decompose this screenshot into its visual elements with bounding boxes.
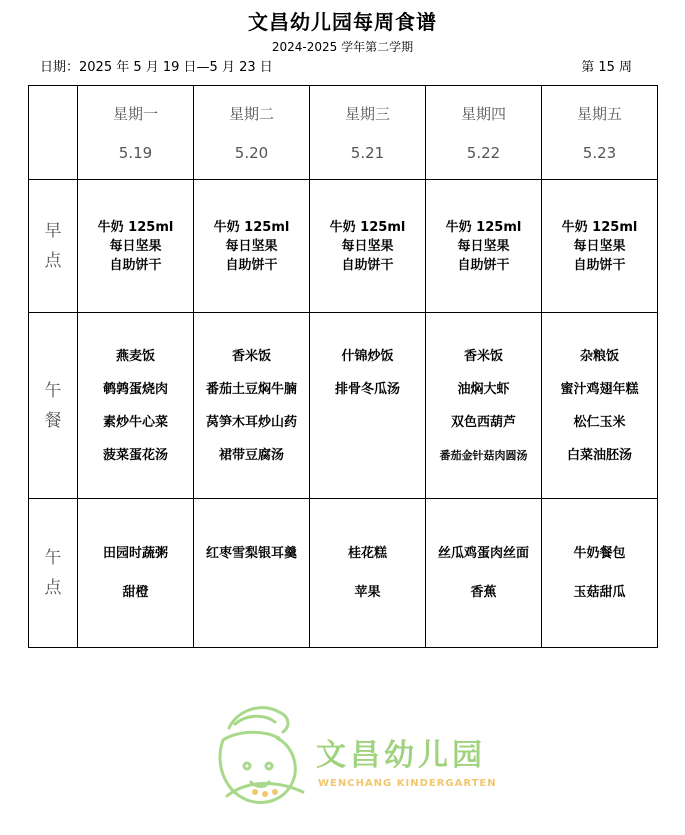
weekly-menu-table bbox=[28, 85, 658, 648]
day-name: 星期五 bbox=[576, 105, 622, 123]
menu-item: 牛奶 125ml bbox=[561, 219, 638, 235]
menu-item: 燕麦饭 bbox=[115, 348, 155, 364]
semester-subtitle: 2024-2025 学年第二学期 bbox=[271, 40, 414, 54]
breakfast-cell bbox=[542, 180, 658, 313]
menu-item: 自助饼干 bbox=[109, 257, 162, 273]
snack-cell bbox=[194, 499, 310, 648]
breakfast-row bbox=[29, 180, 658, 313]
menu-item: 每日坚果 bbox=[225, 238, 278, 254]
menu-item: 牛奶 125ml bbox=[97, 219, 174, 235]
menu-item: 甜橙 bbox=[122, 585, 149, 600]
lunch-cell bbox=[542, 313, 658, 499]
menu-item: 玉菇甜瓜 bbox=[573, 585, 626, 600]
menu-item: 苹果 bbox=[354, 585, 381, 600]
kindergarten-logo-english: WENCHANG KINDERGARTEN bbox=[318, 778, 497, 789]
menu-item: 双色西葫芦 bbox=[450, 414, 516, 430]
day-header-row bbox=[29, 86, 658, 180]
lunch-cell bbox=[310, 313, 426, 499]
snack-cell bbox=[542, 499, 658, 648]
day-name: 星期二 bbox=[228, 105, 274, 123]
snack-row bbox=[29, 499, 658, 648]
menu-item: 香蕉 bbox=[470, 585, 497, 600]
menu-item: 油焖大虾 bbox=[457, 381, 510, 397]
day-header bbox=[194, 86, 310, 180]
day-date: 5.20 bbox=[234, 144, 269, 162]
breakfast-cell bbox=[194, 180, 310, 313]
lunch-label: 午 餐 bbox=[29, 313, 78, 499]
breakfast-cell bbox=[426, 180, 542, 313]
menu-item: 番茄金针菇肉圆汤 bbox=[439, 448, 528, 462]
menu-item: 每日坚果 bbox=[341, 238, 394, 254]
menu-item: 鹌鹑蛋烧肉 bbox=[102, 381, 168, 397]
day-header bbox=[542, 86, 658, 180]
snack-cell bbox=[78, 499, 194, 648]
menu-item: 杂粮饭 bbox=[579, 348, 619, 364]
breakfast-cell bbox=[78, 180, 194, 313]
menu-item: 牛奶餐包 bbox=[573, 546, 626, 561]
day-date: 5.23 bbox=[582, 144, 617, 162]
snack-cell bbox=[426, 499, 542, 648]
kindergarten-logo-name: 文昌幼儿园 bbox=[316, 738, 486, 773]
week-number: 第 15 周 bbox=[581, 60, 632, 75]
day-name: 星期一 bbox=[112, 105, 158, 123]
day-name: 星期四 bbox=[460, 105, 506, 123]
lunch-cell bbox=[78, 313, 194, 499]
day-name: 星期三 bbox=[344, 105, 390, 123]
menu-item: 番茄土豆焖牛腩 bbox=[205, 381, 297, 397]
menu-item: 自助饼干 bbox=[341, 257, 394, 273]
day-header bbox=[78, 86, 194, 180]
menu-item: 什锦炒饭 bbox=[341, 348, 394, 364]
menu-item: 自助饼干 bbox=[225, 257, 278, 273]
lunch-cell bbox=[194, 313, 310, 499]
menu-item: 桂花糕 bbox=[347, 546, 387, 561]
lunch-row bbox=[29, 313, 658, 499]
date-range: 日期：2025 年 5 月 19 日—5 月 23 日 bbox=[40, 60, 273, 75]
menu-item: 每日坚果 bbox=[457, 238, 510, 254]
menu-item: 红枣雪梨银耳羹 bbox=[205, 546, 297, 561]
menu-item: 排骨冬瓜汤 bbox=[334, 381, 400, 397]
menu-item: 牛奶 125ml bbox=[445, 219, 522, 235]
menu-item: 田园时蔬粥 bbox=[102, 546, 168, 561]
menu-item: 丝瓜鸡蛋肉丝面 bbox=[437, 546, 529, 561]
corner-cell bbox=[29, 86, 78, 180]
menu-item: 素炒牛心菜 bbox=[102, 414, 168, 430]
breakfast-cell bbox=[310, 180, 426, 313]
menu-item: 自助饼干 bbox=[457, 257, 510, 273]
menu-item: 香米饭 bbox=[463, 348, 503, 364]
day-date: 5.19 bbox=[118, 144, 153, 162]
menu-item: 每日坚果 bbox=[109, 238, 162, 254]
page-title: 文昌幼儿园每周食谱 bbox=[248, 10, 437, 34]
menu-item: 菠菜蛋花汤 bbox=[102, 447, 168, 463]
lunch-cell bbox=[426, 313, 542, 499]
menu-item: 自助饼干 bbox=[573, 257, 626, 273]
day-header bbox=[310, 86, 426, 180]
menu-item: 白菜油胚汤 bbox=[566, 447, 632, 463]
menu-item: 蜜汁鸡翅年糕 bbox=[560, 381, 639, 397]
day-header bbox=[426, 86, 542, 180]
menu-item: 香米饭 bbox=[231, 348, 271, 364]
snack-label: 午 点 bbox=[29, 499, 78, 648]
breakfast-label: 早 点 bbox=[29, 180, 78, 313]
menu-item: 莴笋木耳炒山药 bbox=[205, 414, 297, 430]
menu-item: 松仁玉米 bbox=[573, 414, 626, 430]
day-date: 5.21 bbox=[350, 144, 385, 162]
day-date: 5.22 bbox=[466, 144, 501, 162]
menu-item: 裙带豆腐汤 bbox=[218, 447, 284, 463]
menu-item: 牛奶 125ml bbox=[213, 219, 290, 235]
menu-item: 牛奶 125ml bbox=[329, 219, 406, 235]
snack-cell bbox=[310, 499, 426, 648]
menu-item: 每日坚果 bbox=[573, 238, 626, 254]
